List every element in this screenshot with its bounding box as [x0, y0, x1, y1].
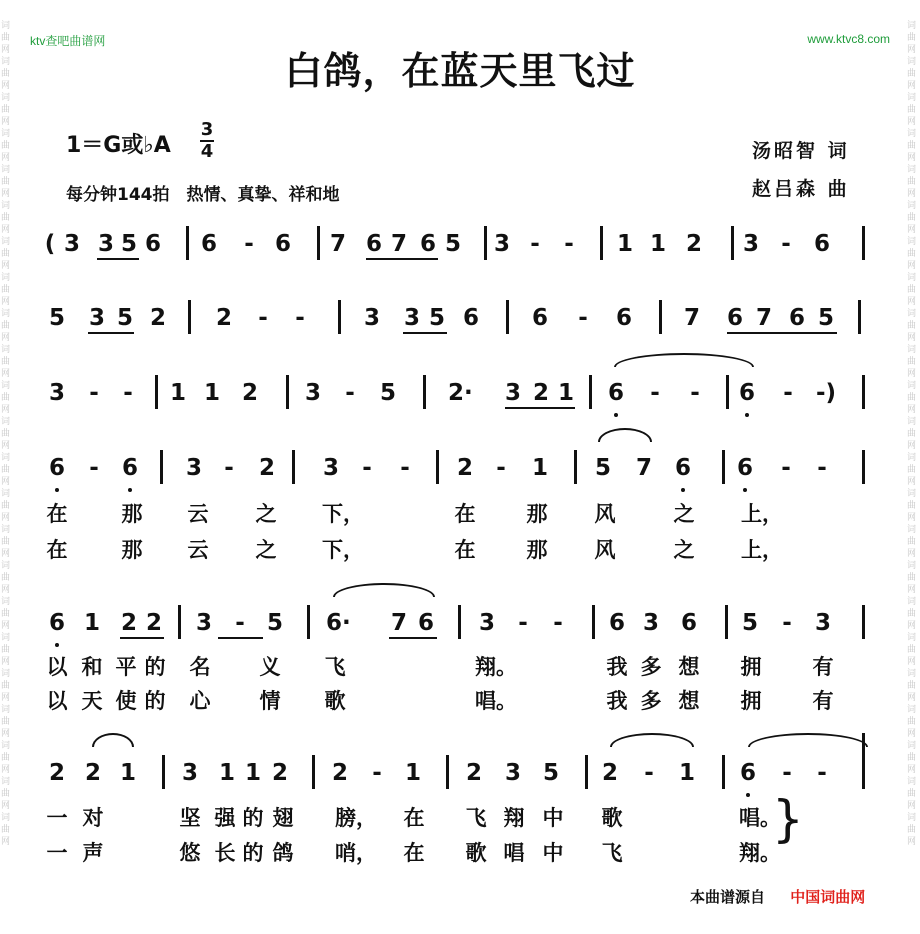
note: - — [362, 455, 372, 481]
octave-dot — [128, 488, 132, 492]
octave-dot — [743, 488, 747, 492]
source-site-link[interactable]: 中国词曲网 — [790, 888, 866, 906]
note: - — [345, 380, 355, 406]
beam-underline — [120, 637, 164, 639]
tempo-marking: 每分钟144拍 热情、真挚、祥和地 — [66, 185, 340, 205]
note: - — [372, 760, 382, 786]
note: 5 — [428, 305, 445, 331]
note: 1 — [203, 380, 220, 406]
lyric-syllable: 平 — [115, 654, 137, 679]
barline — [589, 375, 592, 409]
barline — [506, 300, 509, 334]
composer-credit: 赵吕森 曲 — [752, 178, 850, 200]
song-title: 白鸽，在蓝天里飞过 — [284, 48, 636, 93]
note: 5 — [120, 231, 137, 257]
note: 2 — [84, 760, 101, 786]
note: - — [89, 380, 99, 406]
slur — [748, 733, 868, 747]
barline — [436, 450, 439, 484]
note: 2· — [448, 380, 473, 406]
note: - — [400, 455, 410, 481]
note: 3 — [493, 231, 510, 257]
note: 2 — [145, 610, 162, 636]
lyric-syllable: 那 — [526, 537, 548, 562]
barline — [312, 755, 315, 789]
beam-underline — [97, 258, 139, 260]
lyric-syllable: 在 — [46, 537, 68, 562]
note: 7 — [755, 305, 772, 331]
note: 6 — [739, 760, 756, 786]
note: 1 — [616, 231, 633, 257]
lyric-syllable: 之 — [255, 501, 277, 526]
side-watermark-right: 词曲网词曲网词曲网词曲网词曲网词曲网词曲网词曲网词曲网词曲网词曲网词曲网词曲网词曲网词曲网词曲网词曲网词曲网词曲网词曲网词曲网词曲网词曲网 — [907, 21, 917, 847]
barline — [286, 375, 289, 409]
lyric-syllable: 中 — [542, 805, 564, 830]
note: 2 — [149, 305, 166, 331]
note: 3 — [195, 610, 212, 636]
note: - — [644, 760, 654, 786]
lyric-syllable: 拥 — [740, 688, 762, 713]
lyric-syllable: 情 — [259, 688, 281, 713]
barline — [862, 450, 865, 484]
note: - — [817, 760, 827, 786]
note: 6 — [726, 305, 743, 331]
beam-underline — [218, 637, 263, 639]
lyric-syllable: 翔 — [503, 805, 525, 830]
barline — [307, 605, 310, 639]
note: - — [123, 380, 133, 406]
slur — [614, 353, 754, 367]
lyric-line — [0, 534, 920, 574]
lyric-syllable: 的 — [144, 654, 166, 679]
note: 2 — [532, 380, 549, 406]
key-signature: 1＝G或♭A — [66, 133, 171, 158]
barline — [659, 300, 662, 334]
verse-brace: } — [772, 790, 804, 848]
note: 3 — [322, 455, 339, 481]
lyric-syllable: 强 — [214, 805, 236, 830]
lyric-syllable: 之 — [673, 537, 695, 562]
lyric-syllable: 以 — [46, 654, 68, 679]
lyric-syllable: 一 — [46, 805, 68, 830]
beam-underline — [727, 332, 837, 334]
staff-row — [0, 226, 920, 266]
lyric-syllable: 哨， — [335, 840, 377, 865]
note: 7 — [390, 610, 407, 636]
note: 5 — [542, 760, 559, 786]
lyric-syllable: 想 — [678, 688, 700, 713]
barline — [458, 605, 461, 639]
lyric-syllable: 长 — [214, 840, 236, 865]
barline — [858, 300, 861, 334]
note: 2 — [241, 380, 258, 406]
note: 2 — [215, 305, 232, 331]
lyric-syllable: 唱 — [503, 840, 525, 865]
note: 1 — [244, 760, 261, 786]
note: 2 — [465, 760, 482, 786]
note: - — [295, 305, 305, 331]
note: - — [782, 760, 792, 786]
note: 1 — [218, 760, 235, 786]
lyric-line — [0, 685, 920, 725]
lyric-syllable: 云 — [187, 537, 209, 562]
lyric-syllable: 名 — [189, 654, 211, 679]
lyric-syllable: 那 — [526, 501, 548, 526]
note: 2 — [685, 231, 702, 257]
note: 3 — [185, 455, 202, 481]
barline — [446, 755, 449, 789]
lyricist-credit: 汤昭智 词 — [752, 140, 850, 162]
note: 2 — [258, 455, 275, 481]
lyric-syllable: 飞 — [601, 840, 623, 865]
barline — [317, 226, 320, 260]
barline — [160, 450, 163, 484]
note: 3 — [742, 231, 759, 257]
note: 1 — [557, 380, 574, 406]
barline — [186, 226, 189, 260]
lyric-syllable: 飞 — [324, 654, 346, 679]
note: - — [553, 610, 563, 636]
octave-dot — [681, 488, 685, 492]
note: 6 — [365, 231, 382, 257]
note: 6 — [615, 305, 632, 331]
note: 6 — [274, 231, 291, 257]
octave-dot — [746, 793, 750, 797]
note: 2 — [48, 760, 65, 786]
note: 5 — [379, 380, 396, 406]
lyric-syllable: 那 — [121, 501, 143, 526]
note: 6 — [813, 231, 830, 257]
note: 3 — [504, 760, 521, 786]
note: 2 — [271, 760, 288, 786]
note: 3 — [304, 380, 321, 406]
note: - — [783, 380, 793, 406]
lyric-syllable: 在 — [403, 840, 425, 865]
note: 6 — [607, 380, 624, 406]
lyric-syllable: 以 — [46, 688, 68, 713]
lyric-syllable: 膀， — [335, 805, 377, 830]
lyric-syllable: 下， — [322, 501, 364, 526]
note: 3 — [88, 305, 105, 331]
note: 7 — [329, 231, 346, 257]
lyric-syllable: 有 — [812, 654, 834, 679]
lyric-syllable: 想 — [678, 654, 700, 679]
note: -) — [815, 380, 837, 406]
lyric-syllable: 风 — [594, 501, 616, 526]
lyric-syllable: 风 — [594, 537, 616, 562]
staff-row — [0, 605, 920, 645]
barline — [292, 450, 295, 484]
note: 6 — [738, 380, 755, 406]
lyric-syllable: 那 — [121, 537, 143, 562]
note: 2 — [120, 610, 137, 636]
note: 3 — [504, 380, 521, 406]
lyric-syllable: 在 — [454, 501, 476, 526]
note: - — [235, 610, 245, 636]
lyric-syllable: 义 — [259, 654, 281, 679]
note: 3 — [63, 231, 80, 257]
barline — [155, 375, 158, 409]
note: 6 — [200, 231, 217, 257]
lyric-syllable: 的 — [242, 805, 264, 830]
note: 5 — [116, 305, 133, 331]
note: 3 — [181, 760, 198, 786]
note: 2 — [456, 455, 473, 481]
barline — [484, 226, 487, 260]
lyric-syllable: 坚 — [179, 805, 201, 830]
lyric-syllable: 翔。 — [739, 840, 781, 865]
barline — [726, 375, 729, 409]
note: 5 — [444, 231, 461, 257]
lyric-line — [0, 498, 920, 538]
note: 6 — [417, 610, 434, 636]
note: 5 — [48, 305, 65, 331]
note: 6 — [608, 610, 625, 636]
source-label: 本曲谱源自 — [690, 888, 766, 906]
lyric-syllable: 悠 — [179, 840, 201, 865]
slur — [598, 428, 652, 442]
lyric-syllable: 下， — [322, 537, 364, 562]
note: 6 — [144, 231, 161, 257]
beam-underline — [505, 407, 575, 409]
barline — [423, 375, 426, 409]
time-signature-top: 3 — [200, 119, 214, 140]
lyric-syllable: 心 — [189, 688, 211, 713]
barline — [585, 755, 588, 789]
lyric-syllable: 歌 — [601, 805, 623, 830]
beam-underline — [366, 258, 438, 260]
side-watermark-left: 词曲网词曲网词曲网词曲网词曲网词曲网词曲网词曲网词曲网词曲网词曲网词曲网词曲网词曲网词曲网词曲网词曲网词曲网词曲网词曲网词曲网词曲网词曲网 — [1, 21, 11, 847]
note: - — [258, 305, 268, 331]
slur — [92, 733, 134, 747]
note: 6 — [419, 231, 436, 257]
note: 7 — [390, 231, 407, 257]
lyric-syllable: 使 — [115, 688, 137, 713]
lyric-syllable: 翔。 — [475, 654, 517, 679]
lyric-syllable: 歌 — [324, 688, 346, 713]
staff-row — [0, 755, 920, 795]
beam-underline — [389, 637, 437, 639]
note: 1 — [119, 760, 136, 786]
staff-row — [0, 375, 920, 415]
barline — [338, 300, 341, 334]
note: 6 — [788, 305, 805, 331]
tie-end-line — [862, 733, 865, 767]
lyric-syllable: 歌 — [465, 840, 487, 865]
lyric-syllable: 拥 — [740, 654, 762, 679]
barline — [178, 605, 181, 639]
note: 6 — [674, 455, 691, 481]
lyric-syllable: 声 — [82, 840, 104, 865]
note: 6· — [326, 610, 351, 636]
note: 3 — [403, 305, 420, 331]
note: 1 — [678, 760, 695, 786]
lyric-syllable: 在 — [46, 501, 68, 526]
lyric-syllable: 飞 — [465, 805, 487, 830]
note: - — [518, 610, 528, 636]
lyric-syllable: 我 — [606, 688, 628, 713]
source-credit — [690, 886, 865, 907]
note: 2 — [331, 760, 348, 786]
barline — [574, 450, 577, 484]
note: 5 — [266, 610, 283, 636]
beam-underline — [403, 332, 447, 334]
octave-dot — [745, 413, 749, 417]
time-signature-bottom: 4 — [200, 141, 214, 162]
barline — [188, 300, 191, 334]
note: 3 — [48, 380, 65, 406]
octave-dot — [55, 488, 59, 492]
lyric-syllable: 的 — [242, 840, 264, 865]
lyric-syllable: 上， — [741, 537, 783, 562]
note: 1 — [531, 455, 548, 481]
beam-underline — [88, 332, 134, 334]
note: 3 — [642, 610, 659, 636]
lyric-syllable: 多 — [640, 654, 662, 679]
note: 1 — [649, 231, 666, 257]
lyric-syllable: 对 — [82, 805, 104, 830]
note: - — [244, 231, 254, 257]
note: 1 — [404, 760, 421, 786]
note: 3 — [363, 305, 380, 331]
staff-row — [0, 300, 920, 340]
note: 5 — [741, 610, 758, 636]
slur — [610, 733, 694, 747]
note: 1 — [169, 380, 186, 406]
lyric-syllable: 在 — [454, 537, 476, 562]
barline — [592, 605, 595, 639]
note: 6 — [462, 305, 479, 331]
note: 3 — [478, 610, 495, 636]
lyric-syllable: 在 — [403, 805, 425, 830]
note: 5 — [817, 305, 834, 331]
barline — [162, 755, 165, 789]
note: - — [650, 380, 660, 406]
note: 7 — [635, 455, 652, 481]
barline — [862, 605, 865, 639]
lyric-syllable: 鸽 — [272, 840, 294, 865]
note: - — [578, 305, 588, 331]
barline — [722, 450, 725, 484]
lyric-syllable: 多 — [640, 688, 662, 713]
note: 1 — [83, 610, 100, 636]
barline — [722, 755, 725, 789]
note: - — [224, 455, 234, 481]
watermark-site-left[interactable]: ktv查吧曲谱网 — [30, 34, 106, 48]
barline — [731, 226, 734, 260]
barline — [600, 226, 603, 260]
note: 6 — [531, 305, 548, 331]
lyric-syllable: 翅 — [272, 805, 294, 830]
lyric-syllable: 云 — [187, 501, 209, 526]
note: 3 — [97, 231, 114, 257]
lyric-syllable: 我 — [606, 654, 628, 679]
note: 6 — [48, 610, 65, 636]
barline — [862, 226, 865, 260]
lyric-syllable: 中 — [542, 840, 564, 865]
lyric-syllable: 有 — [812, 688, 834, 713]
note: 6 — [736, 455, 753, 481]
lyric-syllable: 上， — [741, 501, 783, 526]
watermark-site-right[interactable]: www.ktvc8.com — [807, 32, 890, 46]
note: - — [781, 231, 791, 257]
lyric-syllable: 天 — [81, 688, 103, 713]
lyric-syllable: 之 — [255, 537, 277, 562]
note: 3 — [814, 610, 831, 636]
note: 6 — [48, 455, 65, 481]
barline — [862, 375, 865, 409]
note: - — [530, 231, 540, 257]
octave-dot — [614, 413, 618, 417]
note: - — [782, 610, 792, 636]
lyric-syllable: 一 — [46, 840, 68, 865]
slur — [333, 583, 435, 597]
note: - — [781, 455, 791, 481]
octave-dot — [55, 643, 59, 647]
note: ( — [44, 231, 56, 257]
staff-row — [0, 450, 920, 490]
note: 7 — [683, 305, 700, 331]
note: 6 — [680, 610, 697, 636]
note: - — [89, 455, 99, 481]
note: - — [817, 455, 827, 481]
note: 6 — [121, 455, 138, 481]
note: - — [690, 380, 700, 406]
note: 2 — [601, 760, 618, 786]
note: 5 — [594, 455, 611, 481]
lyric-syllable: 唱。 — [475, 688, 517, 713]
lyric-syllable: 和 — [81, 654, 103, 679]
lyric-syllable: 唱。 — [739, 805, 781, 830]
lyric-syllable: 之 — [673, 501, 695, 526]
barline — [725, 605, 728, 639]
note: - — [496, 455, 506, 481]
note: - — [564, 231, 574, 257]
lyric-syllable: 的 — [144, 688, 166, 713]
time-signature — [200, 120, 214, 162]
